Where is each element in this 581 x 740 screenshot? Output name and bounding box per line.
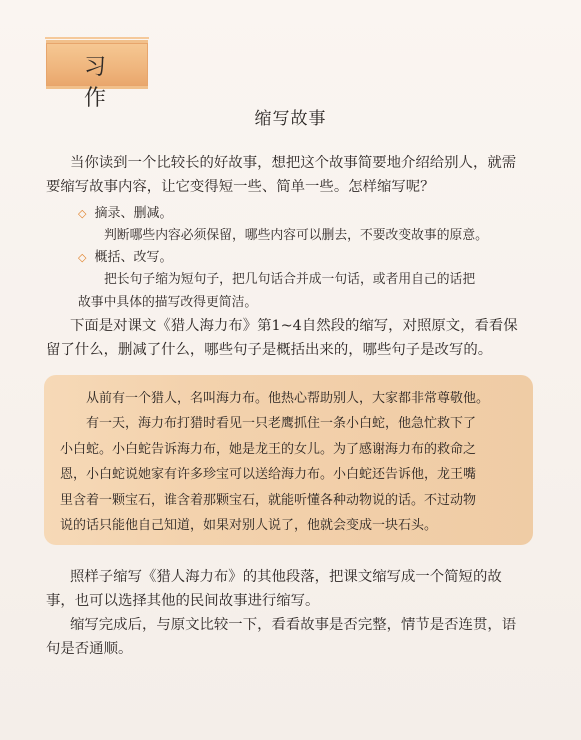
intro-line-1: 当你读到一个比较长的好故事，想把这个故事简要地介绍给别人，就需 — [70, 155, 517, 171]
example-line: 恩，小白蛇说她家有许多珍宝可以送给海力布。小白蛇还告诉他，龙王嘴 — [60, 467, 477, 482]
section-tag — [46, 40, 148, 111]
example-line: 小白蛇。小白蛇告诉海力布，她是龙王的女儿。为了感谢海力布的救命之 — [60, 442, 477, 457]
task-line-1: 照样子缩写《猎人海力布》的其他段落，把课文缩写成一个简短的故 — [70, 569, 502, 585]
prompt-line-2: 留了什么，删减了什么，哪些句子是概括出来的，哪些句子是改写的。 — [46, 342, 493, 358]
tip-label: 概括、改写。 — [94, 250, 173, 265]
tip-item — [78, 203, 172, 225]
intro-line-2: 要缩写故事内容，让它变得短一些、简单一些。怎样缩写呢？ — [46, 179, 435, 195]
example-line: 从前有一个猎人，名叫海力布。他热心帮助别人，大家都非常尊敬他。 — [86, 391, 490, 406]
tip-desc: 判断哪些内容必须保留，哪些内容可以删去，不要改变故事的原意。 — [104, 228, 488, 243]
task-line-3: 缩写完成后，与原文比较一下，看看故事是否完整，情节是否连贯，语 — [70, 617, 517, 633]
task-line-2: 事，也可以选择其他的民间故事进行缩写。 — [46, 593, 320, 609]
tip-desc-line-1: 把长句子缩为短句子，把几句话合并成一句话，或者用自己的话把 — [104, 272, 476, 287]
example-line: 有一天，海力布打猎时看见一只老鹰抓住一条小白蛇，他急忙救下了 — [86, 416, 477, 431]
tip-label: 摘录、删减。 — [94, 206, 173, 221]
tip-item — [78, 247, 172, 269]
task-line-4: 句是否通顺。 — [46, 641, 133, 657]
prompt-line-1: 下面是对课文《猎人海力布》第1~4自然段的缩写，对照原文，看看保 — [70, 318, 518, 334]
example-line: 说的话只能他自己知道，如果对别人说了，他就会变成一块石头。 — [60, 518, 438, 533]
section-label: 习 作 — [83, 55, 120, 111]
example-line: 里含着一颗宝石，谁含着那颗宝石，就能听懂各种动物说的话。不过动物 — [60, 493, 477, 508]
diamond-bullet-icon: ◇ — [78, 207, 87, 220]
page-title: 缩写故事 — [254, 109, 327, 129]
diamond-bullet-icon: ◇ — [78, 251, 87, 264]
tip-desc-line-2: 故事中具体的描写改得更简洁。 — [78, 295, 258, 310]
